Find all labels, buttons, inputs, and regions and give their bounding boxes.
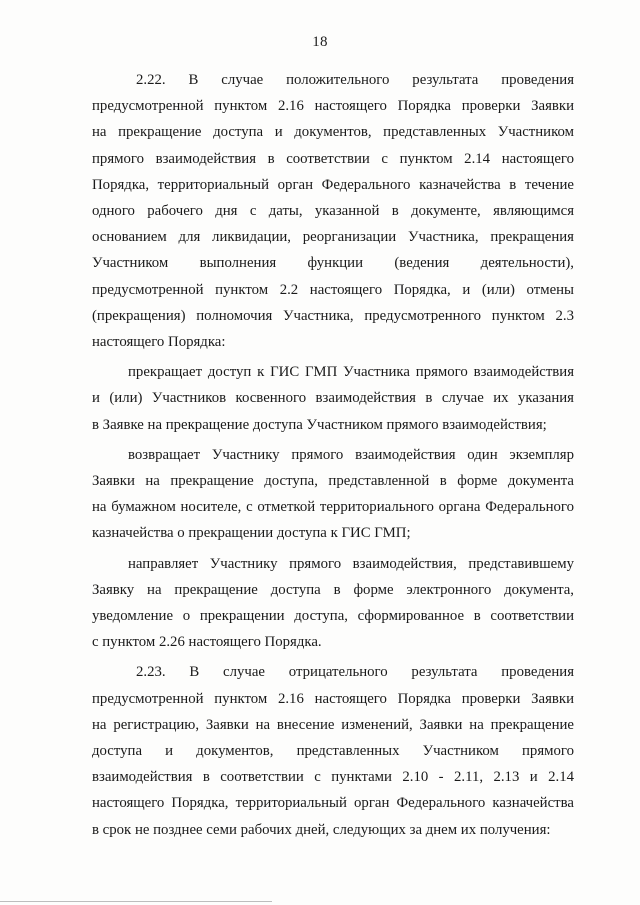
text-line: с пунктом 2.26 настоящего Порядка. (92, 634, 322, 651)
text-line: взаимодействия в соответствии с пунктами 2.10 - 2.11, 2.13 и 2.14 (92, 769, 574, 786)
text-line: на прекращение доступа и документов, представленных Участником (92, 124, 574, 141)
text-line: Порядка, территориальный орган Федерального казначейства в течение (92, 176, 574, 193)
list-item-stop-access (92, 359, 574, 438)
list-item-send-notice (92, 551, 574, 656)
text-line: основанием для ликвидации, реорганизации Участника, прекращения (92, 229, 574, 246)
list-item-return-copy (92, 442, 574, 547)
text-line: предусмотренной пунктом 2.16 настоящего Порядка проверки Заявки (92, 690, 574, 707)
text-line: прямого взаимодействия в соответствии с пунктом 2.14 настоящего (92, 150, 574, 167)
page-number: 18 (312, 34, 328, 50)
text-line: на бумажном носителе, с отметкой территориального органа Федерального (92, 499, 574, 516)
paragraph-2-22 (92, 67, 574, 355)
text-line: Участником выполнения функции (ведения деятельности), (92, 255, 574, 272)
text-line: на регистрацию, Заявки на внесение изменений, Заявки на прекращение (92, 716, 574, 733)
text-line: предусмотренной пунктом 2.16 настоящего Порядка проверки Заявки (92, 98, 574, 115)
text-line: Заявки на прекращение доступа, представленной в форме документа (92, 473, 574, 490)
text-line: Заявку на прекращение доступа в форме электронного документа, (92, 581, 574, 598)
text-line: в Заявке на прекращение доступа Участником прямого взаимодействия; (92, 416, 547, 433)
text-line: казначейства о прекращении доступа к ГИС ГМП; (92, 525, 411, 542)
text-line: (прекращения) полномочия Участника, предусмотренного пунктом 2.3 (92, 307, 574, 324)
text-line: прекращает доступ к ГИС ГМП Участника прямого взаимодействия (128, 364, 574, 381)
text-line: 2.23. В случае отрицательного результата проведения (136, 664, 574, 681)
text-line: настоящего Порядка: (92, 334, 226, 351)
text-line: направляет Участнику прямого взаимодействия, представившему (128, 555, 574, 572)
text-line: доступа и документов, представленных Участником прямого (92, 743, 574, 760)
text-line: возвращает Участнику прямого взаимодействия один экземпляр (128, 446, 574, 463)
text-line: 2.22. В случае положительного результата проведения (136, 72, 574, 88)
text-line: уведомление о прекращении доступа, сформированное в соответствии (92, 608, 574, 625)
paragraph-2-23 (92, 659, 574, 842)
text-line: настоящего Порядка, территориальный орган Федерального казначейства (92, 795, 574, 812)
text-line: в срок не позднее семи рабочих дней, следующих за днем их получения: (92, 821, 551, 838)
scan-edge-line (0, 901, 272, 902)
text-line: и (или) Участников косвенного взаимодействия в случае их указания (92, 390, 574, 407)
text-line: предусмотренной пунктом 2.2 настоящего Порядка, и (или) отмены (92, 281, 574, 298)
document-body (92, 67, 574, 843)
text-line: одного рабочего дня с даты, указанной в документе, являющимся (92, 203, 574, 220)
